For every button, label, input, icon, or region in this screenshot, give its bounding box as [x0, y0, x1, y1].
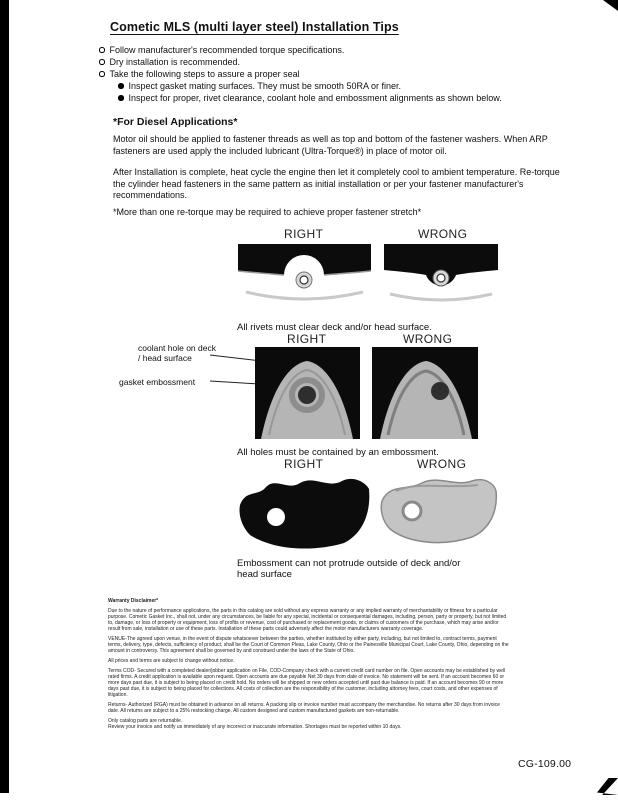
embossment-wrong-diagram — [378, 471, 500, 550]
tip-text: Take the following steps to assure a proper seal — [109, 69, 300, 79]
coolant-hole-label: coolant hole on deck / head surface — [138, 343, 216, 363]
warranty-disclaimer-section — [108, 598, 510, 734]
retorque-note: *More than one re-torque may be required to achieve proper fastener stretch* — [113, 207, 422, 217]
rivet-blocked-illustration — [382, 244, 500, 318]
embossment-protruding-illustration — [378, 471, 500, 550]
scan-corner-artifact-top-right — [603, 0, 618, 11]
page-title: Cometic MLS (multi layer steel) Installation Tips — [110, 20, 399, 34]
warranty-disclaimer-heading: Warranty Disclaimer* — [108, 598, 159, 604]
legal-paragraph: Due to the nature of performance applications, the parts in this catalog are sold without any express warranty or any implied warranty of merchantability or fitness for a particular purpose. Cometic Gasket Inc., shall not, under any circumstances, be liable for any special, incidental or consequential damages, including, person, party or property, but not limited to, damage, or loss of property or equipment, loss of profits or revenue, cost of purchased or replacement goods, or claims of customers of the purchase, which may arise and/or result from sale, installation or use of these parts. Installation of these parts could adversely affect the motor manufacturers warranty coverage. — [108, 608, 507, 632]
right-label-row3: RIGHT — [284, 457, 324, 471]
legal-paragraph: Review your invoice and notify us immediately of any incorrect or inaccurate information. Shortages must be reported within 10 days. — [108, 724, 402, 730]
wrong-label-row2: WRONG — [403, 332, 453, 346]
list-item — [99, 68, 344, 80]
embossment-inside-illustration — [236, 471, 373, 555]
legal-paragraph: Terms COD- Secured with a completed dealer/jobber application on File, COD-Company check with a current credit card number on file. Open accounts may be established by well rated firms. A credit application is available upon request. Open accounts are due payable Net 30 days from date of invoice. No statement will be sent. If an account becomes 60 or more days past due, it is subject to being placed on credit hold. No orders will be shipped or new orders accepted until past due balance is paid. If an account becomes 90 or more days past due, it is subject to being placed for collections. All costs of collection are the responsibility of the customer, including attorney fees, court costs, and other expenses of litigation. — [108, 668, 506, 698]
right-label-row2: RIGHT — [287, 332, 327, 346]
row3-caption: Embossment can not protrude outside of deck and/or head surface — [237, 558, 461, 580]
diesel-paragraph-1: Motor oil should be applied to fastener threads as well as top and bottom of the fastener washers. When ARP fasteners are used apply the included lubricant (Ultra-Torque®) in place of motor oil. — [113, 134, 548, 156]
gasket-embossment-label: gasket embossment — [119, 377, 196, 387]
diesel-paragraph-2: After Installation is complete, heat cycle the engine then let it completely cool to ambient temperature. Re-torque the cylinder head fasteners in the same pattern as initial installation or per your fastener manufacturer's recommendations. — [113, 167, 560, 200]
bullet-icon — [118, 95, 124, 101]
list-item — [118, 80, 502, 92]
list-item — [99, 56, 344, 68]
legal-paragraph: Only catalog parts are returnable. — [108, 718, 183, 724]
row1-caption: All rivets must clear deck and/or head surface. — [237, 322, 432, 333]
installation-subtips-list — [118, 80, 502, 104]
list-item — [118, 92, 502, 104]
rivet-clear-illustration — [236, 244, 373, 318]
rivet-right-diagram — [236, 244, 373, 318]
diesel-heading: *For Diesel Applications* — [113, 116, 238, 128]
document-code: CG-109.00 — [518, 758, 572, 770]
subtip-text: Inspect gasket mating surfaces. They must be smooth 50RA or finer. — [128, 81, 401, 91]
tip-text: Follow manufacturer's recommended torque specifications. — [109, 45, 345, 55]
wrong-label-row3: WRONG — [417, 457, 467, 471]
row2-caption: All holes must be contained by an embossment. — [237, 447, 439, 458]
coolant-right-diagram — [255, 347, 360, 439]
list-item — [99, 44, 344, 56]
scan-edge-artifact — [0, 0, 9, 793]
rivet-wrong-diagram — [382, 244, 500, 318]
right-label-row1: RIGHT — [284, 227, 324, 241]
bullet-icon — [118, 83, 124, 89]
tip-text: Dry installation is recommended. — [109, 57, 241, 67]
legal-paragraph: VENUE-The agreed upon venue, in the event of dispute whatsoever between the parties, whether instituted by either party, including, but not limited to, contract terms, payment terms, delivery, type, defects, sufficiency of product, shall be the Court of Common Pleas, Lake County, Ohio or the Painesville Municipal Court, Lake County, Ohio, depending on the amount in controversy. This agreement shall be governed by and construed under the laws of the State of Ohio. — [108, 636, 509, 654]
hollow-bullet-icon — [99, 47, 105, 53]
scan-corner-artifact-bottom-right — [597, 778, 618, 795]
hole-not-contained-illustration — [372, 347, 478, 439]
wrong-label-row1: WRONG — [418, 227, 468, 241]
hollow-bullet-icon — [99, 71, 105, 77]
hole-contained-illustration — [255, 347, 360, 439]
installation-tips-list — [99, 44, 344, 80]
subtip-text: Inspect for proper, rivet clearance, coolant hole and embossment alignments as shown below. — [128, 93, 502, 103]
hollow-bullet-icon — [99, 59, 105, 65]
legal-paragraph: Returns- Authorized (RGA) must be obtained in advance on all returns. A packing slip or invoice number must accompany the merchandise. No returns after 30 days from invoice date. All returns are subject to a 25% restocking charge. All custom designed and custom manufactured gaskets are non-returnable. — [108, 702, 500, 714]
legal-paragraph: All prices and terms are subject to change without notice. — [108, 658, 235, 664]
embossment-right-diagram — [236, 471, 373, 555]
coolant-wrong-diagram — [372, 347, 478, 439]
